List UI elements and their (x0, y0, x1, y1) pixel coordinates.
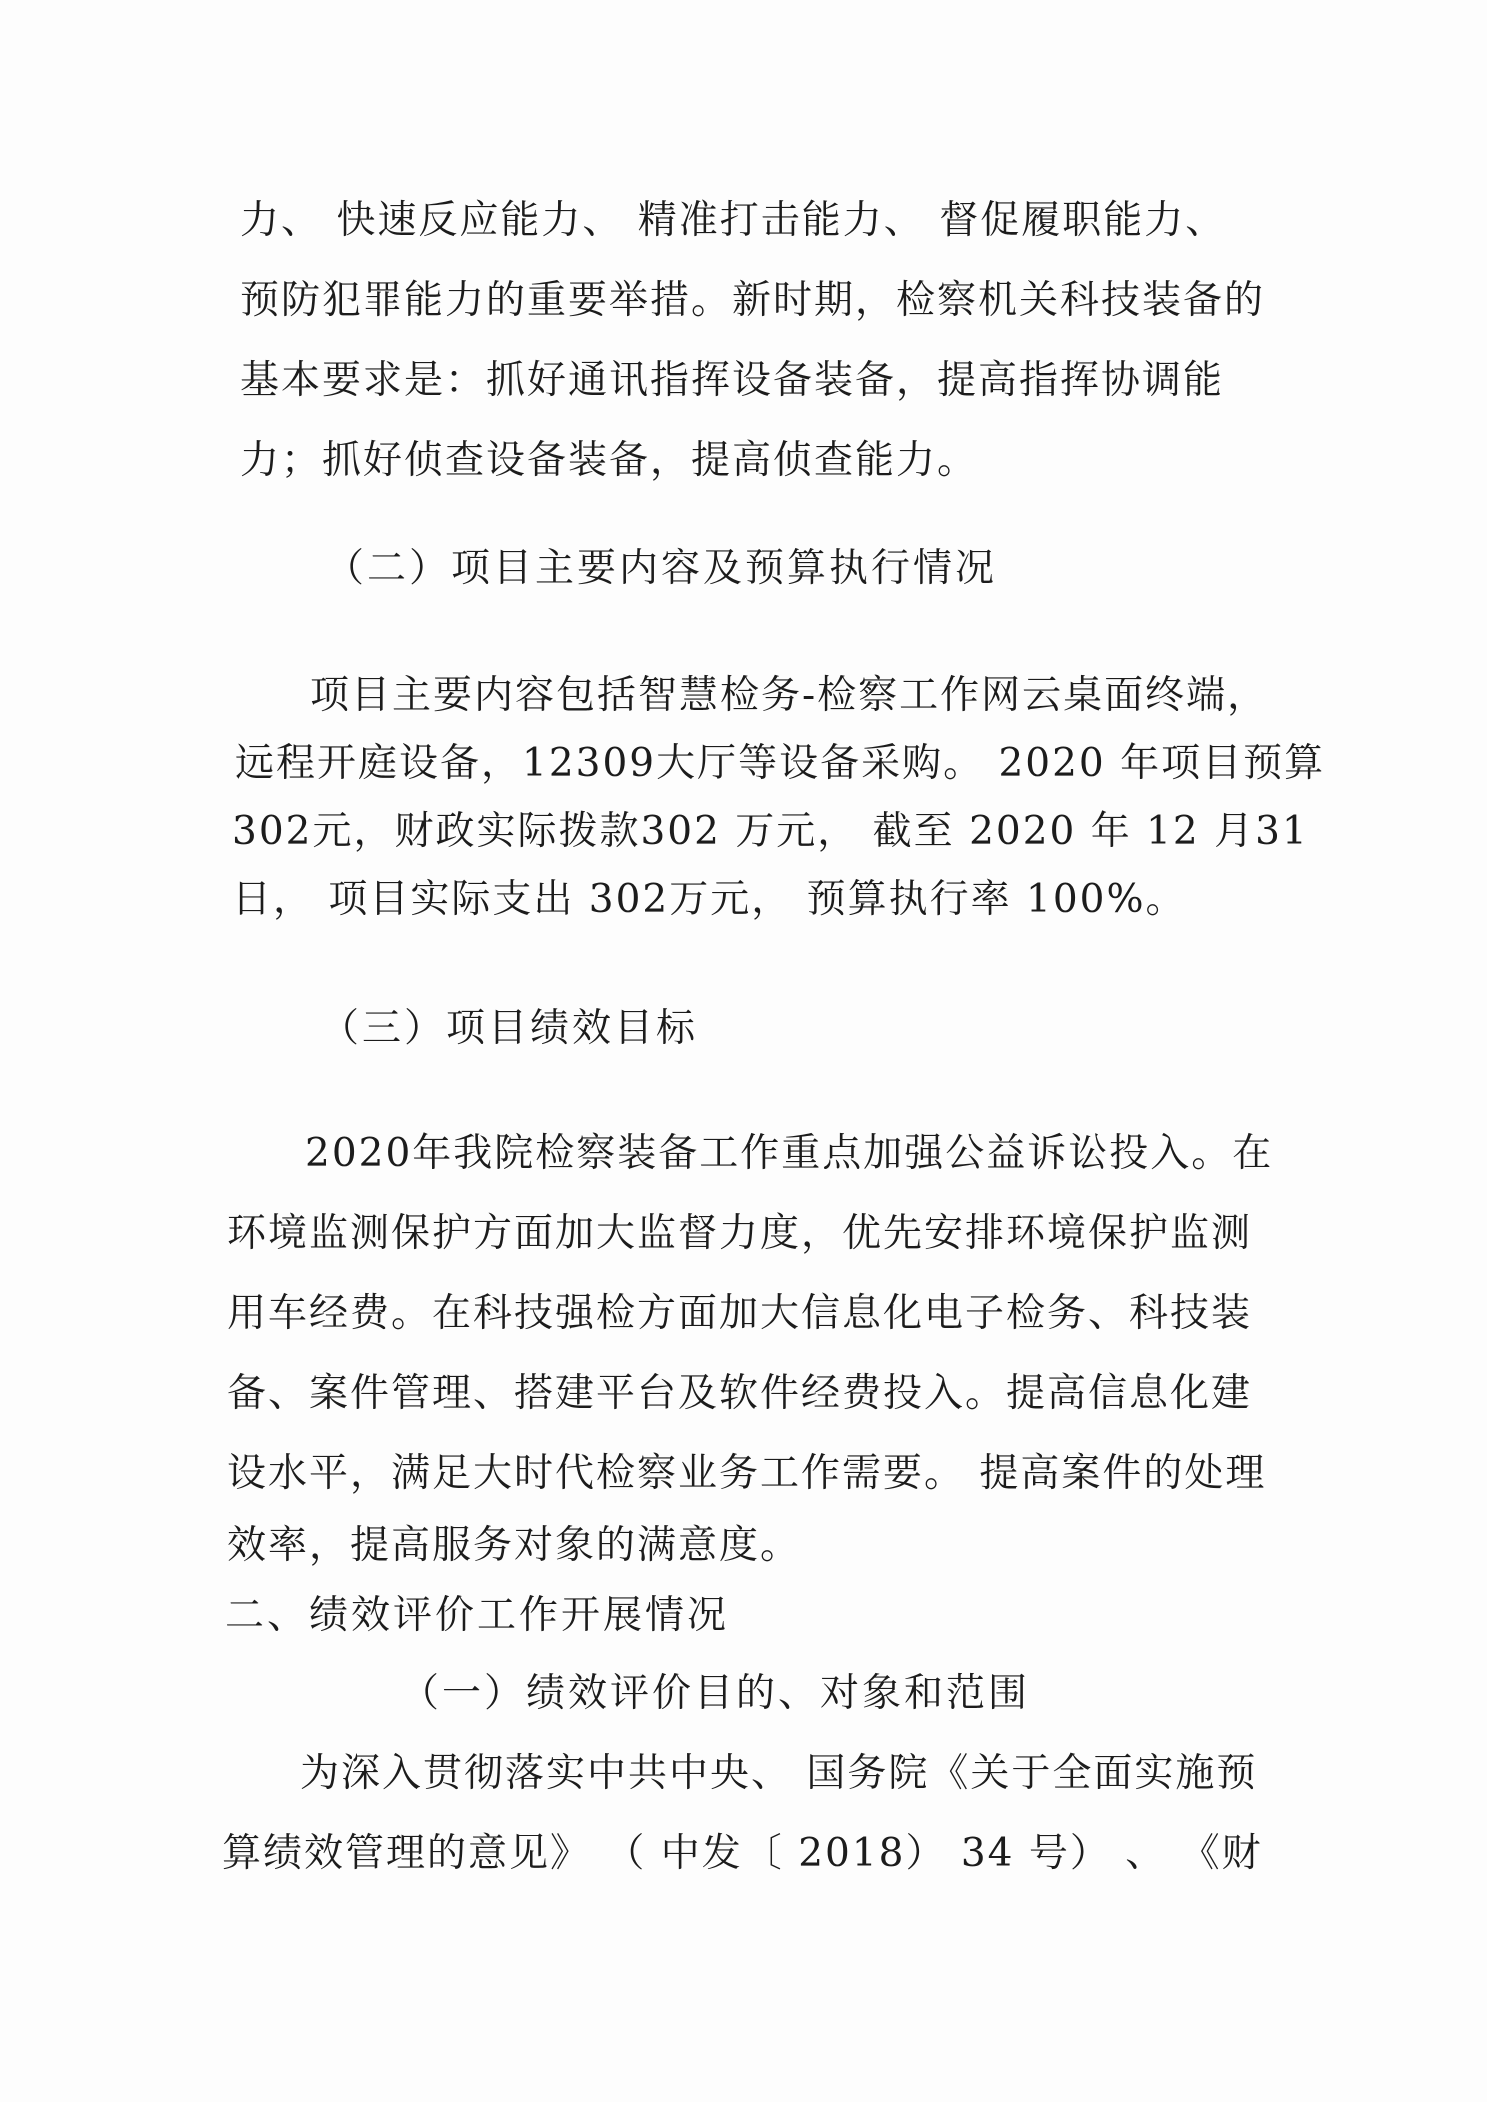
text-line: 算绩效管理的意见》 （ 中发〔 2018） 34 号） 、 《财 (222, 1831, 1263, 1876)
text-line: 设水平，满足大时代检察业务工作需要。 提高案件的处理 (227, 1451, 1267, 1496)
text-line: 效率，提高服务对象的满意度。 (227, 1523, 802, 1568)
text-line: 项目主要内容包括智慧检务-检察工作网云桌面终端， (310, 673, 1269, 718)
text-line: 预防犯罪能力的重要举措。新时期，检察机关科技装备的 (240, 278, 1266, 323)
text-line: 力、 快速反应能力、 精准打击能力、 督促履职能力、 (240, 198, 1227, 243)
chapter-heading: 二、绩效评价工作开展情况 (225, 1593, 730, 1638)
text-line: 基本要求是：抓好通讯指挥设备装备，提高指挥协调能 (240, 358, 1225, 403)
text-line: 远程开庭设备，12309大厅等设备采购。 2020 年项目预算 (235, 741, 1326, 786)
text-line: 2020年我院检察装备工作重点加强公益诉讼投入。在 (305, 1131, 1274, 1176)
text-line: 备、案件管理、搭建平台及软件经费投入。提高信息化建 (227, 1371, 1253, 1416)
text-line: 302元，财政实际拨款302 万元， 截至 2020 年 12 月31 (232, 809, 1309, 854)
text-line: 用车经费。在科技强检方面加大信息化电子检务、科技装 (227, 1291, 1253, 1336)
section-heading: （三）项目绩效目标 (320, 1006, 699, 1051)
text-line: 为深入贯彻落实中共中央、 国务院《关于全面实施预 (300, 1751, 1258, 1796)
text-line: 力；抓好侦查设备装备，提高侦查能力。 (240, 438, 979, 483)
text-line: 日， 项目实际支出 302万元， 预算执行率 100%。 (232, 877, 1187, 922)
section-heading: （二）项目主要内容及预算执行情况 (325, 546, 998, 591)
section-heading: （一）绩效评价目的、对象和范围 (400, 1671, 1031, 1716)
text-line: 环境监测保护方面加大监督力度，优先安排环境保护监测 (227, 1211, 1253, 1256)
